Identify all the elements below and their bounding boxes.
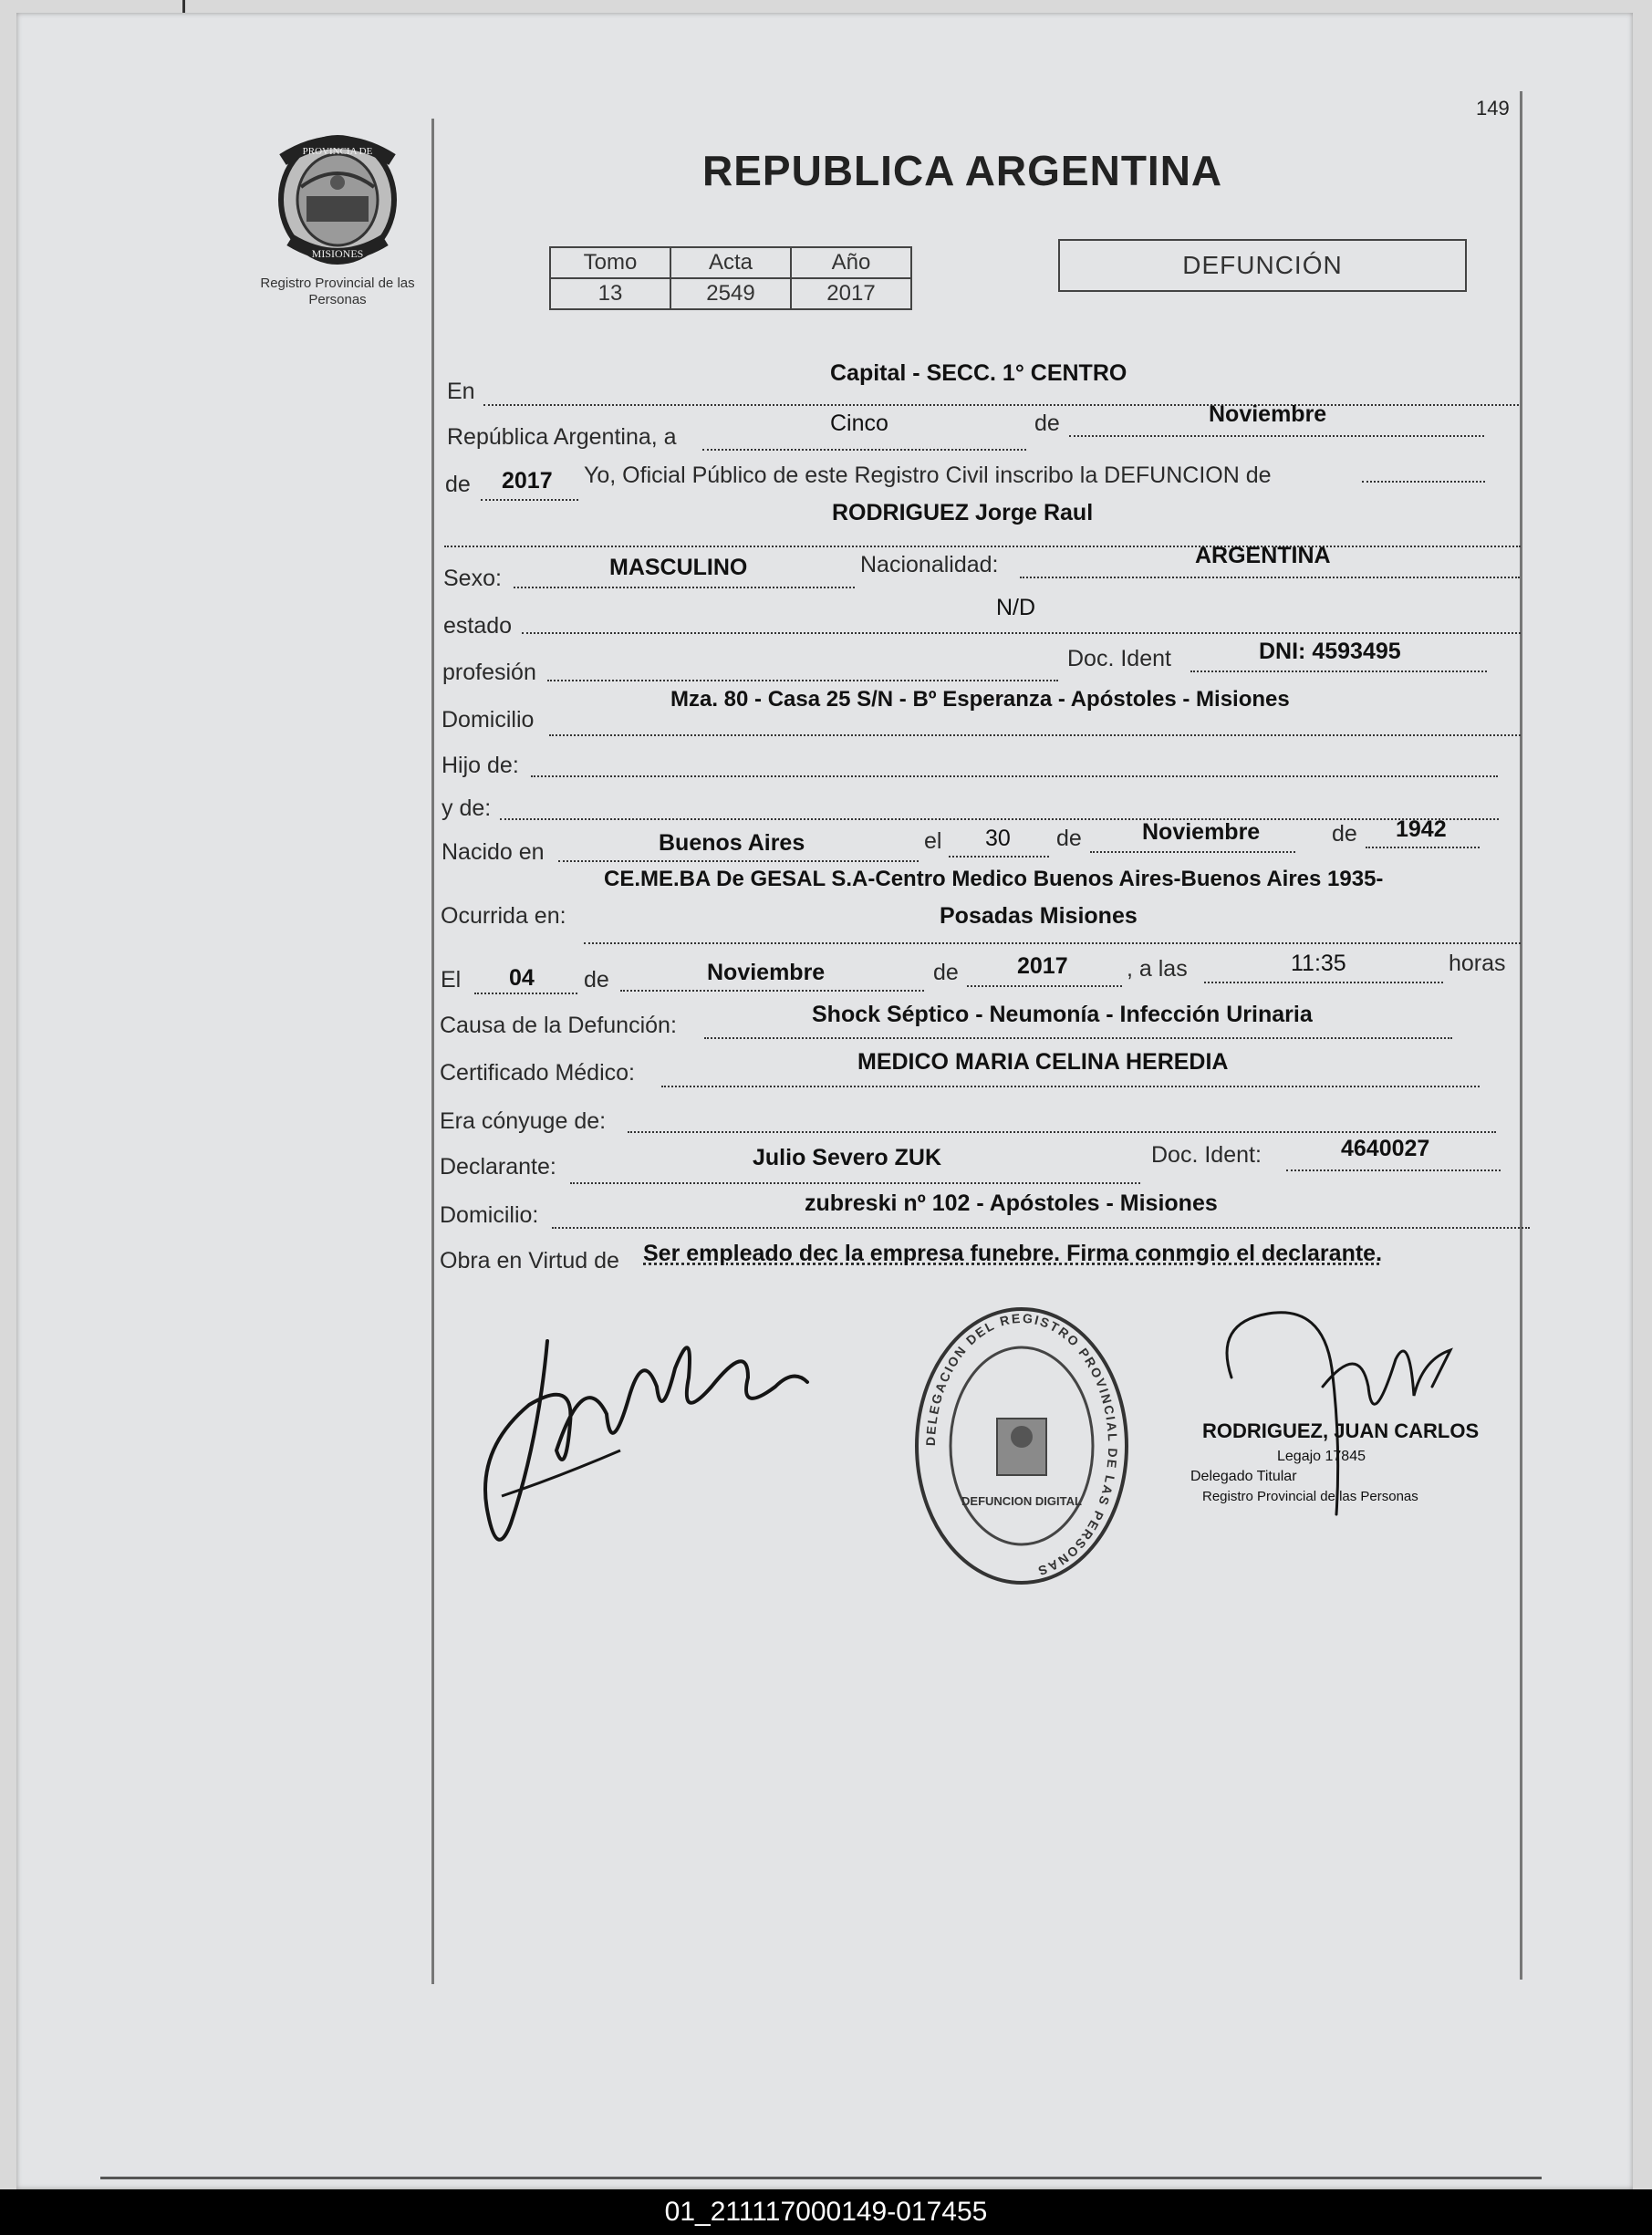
official-role: Delegado Titular [1190, 1469, 1297, 1484]
nacido-line [558, 860, 919, 862]
certificado-value: MEDICO MARIA CELINA HEREDIA [857, 1049, 1229, 1075]
doc2-label: Doc. Ident: [1151, 1142, 1262, 1168]
birth-year-line [1366, 847, 1480, 848]
en-label: En [447, 379, 475, 404]
day-line [702, 449, 1026, 451]
domicilio2-label: Domicilio: [440, 1202, 539, 1228]
birth-month: Noviembre [1142, 819, 1261, 845]
birth-year: 1942 [1396, 816, 1447, 842]
declarante-line [570, 1182, 1140, 1184]
doc-ident-line [1190, 670, 1487, 672]
sexo-value: MASCULINO [609, 555, 748, 580]
yo-line [1362, 481, 1485, 483]
sexo-line [514, 587, 855, 588]
de-label-1: de [1034, 411, 1060, 436]
document-page [16, 13, 1633, 2189]
estado-label: estado [443, 613, 513, 639]
de-label-4: de [1332, 821, 1357, 847]
de-label-3: de [1056, 826, 1082, 851]
record-table-header-row [550, 247, 911, 278]
death-month-line [620, 990, 924, 992]
day-value: Cinco [830, 411, 888, 436]
value-acta: 2549 [670, 278, 791, 309]
de-label-6: de [933, 960, 959, 985]
doc2-line [1286, 1169, 1501, 1171]
ocurrida-value-line1: CE.ME.BA De GESAL S.A-Centro Medico Buenos Aires-Buenos Aires 1935- [604, 867, 1384, 891]
certificado-line [661, 1086, 1480, 1087]
year-value: 2017 [502, 468, 553, 494]
deceased-name: RODRIGUEZ Jorge Raul [832, 500, 1094, 525]
nacido-value: Buenos Aires [659, 830, 805, 856]
death-day: 04 [509, 965, 535, 991]
obra-value: Ser empleado dec la empresa funebre. Firma conmgio el declarante. [643, 1241, 1383, 1266]
doc2-value: 4640027 [1341, 1136, 1430, 1161]
y-de-line [500, 818, 1499, 820]
header-acta: Acta [670, 247, 791, 278]
yo-text: Yo, Oficial Público de este Registro Civil inscribo la DEFUNCION de [584, 463, 1272, 488]
horas-label: horas [1449, 951, 1506, 976]
official-name: RODRIGUEZ, JUAN CARLOS [1202, 1419, 1480, 1442]
record-type-box: DEFUNCIÓN [1058, 239, 1467, 292]
nacionalidad-line [1020, 577, 1520, 578]
doc-ident-value: DNI: 4593495 [1259, 639, 1401, 664]
page-number: 149 [1476, 97, 1510, 120]
doc-ident-label: Doc. Ident [1067, 646, 1171, 671]
scan-filename: 01_211117000149-017455 [0, 2189, 1652, 2235]
nacido-label: Nacido en [442, 839, 545, 865]
official-office: Registro Provincial de las Personas [1202, 1489, 1418, 1504]
en-value: Capital - SECC. 1° CENTRO [830, 360, 1127, 386]
death-day-line [474, 993, 577, 994]
document-title: REPUBLICA ARGENTINA [702, 147, 1223, 194]
conyuge-label: Era cónyuge de: [440, 1108, 607, 1134]
month-value: Noviembre [1209, 401, 1327, 427]
nacionalidad-value: ARGENTINA [1195, 543, 1331, 568]
y-de-label: y de: [442, 795, 492, 821]
domicilio-line [549, 734, 1521, 736]
nacionalidad-label: Nacionalidad: [860, 552, 999, 577]
svg-text:PROVINCIA DE: PROVINCIA DE [302, 146, 373, 157]
de-label-5: de [584, 967, 609, 993]
domicilio2-line [552, 1227, 1530, 1229]
a-las-label: , a las [1127, 956, 1188, 982]
death-month: Noviembre [707, 960, 826, 985]
republica-label: República Argentina, a [447, 424, 677, 450]
declarante-label: Declarante: [440, 1154, 556, 1180]
death-time: 11:35 [1291, 951, 1346, 976]
declarant-signature [474, 1314, 821, 1569]
conyuge-line [628, 1131, 1496, 1133]
domicilio-label: Domicilio [442, 707, 535, 733]
time-line [1204, 982, 1443, 983]
svg-text:DEFUNCION DIGITAL: DEFUNCION DIGITAL [961, 1494, 1082, 1508]
province-emblem-icon [274, 132, 401, 265]
ocurrida-value-line2: Posadas Misiones [940, 903, 1138, 929]
domicilio2-value: zubreski nº 102 - Apóstoles - Misiones [805, 1190, 1218, 1216]
profesion-label: profesión [442, 660, 536, 685]
en-line [483, 404, 1519, 406]
official-legajo: Legajo 17845 [1277, 1449, 1366, 1464]
ocurrida-line [584, 942, 1521, 944]
estado-line [522, 632, 1521, 634]
right-margin-rule [1520, 91, 1522, 1980]
hijo-line [531, 775, 1498, 777]
declarante-value: Julio Severo ZUK [753, 1145, 941, 1170]
birth-day: 30 [985, 826, 1011, 851]
svg-text:DELEGACION DEL REGISTRO PROVIN: DELEGACION DEL REGISTRO PROVINCIAL DE LAS PERSONAS [922, 1310, 1121, 1579]
causa-line [704, 1037, 1452, 1039]
profesion-line [547, 680, 1058, 681]
domicilio-value: Mza. 80 - Casa 25 S/N - Bº Esperanza - Apóstoles - Misiones [670, 687, 1290, 712]
value-ano: 2017 [791, 278, 911, 309]
month-line [1069, 435, 1484, 437]
birth-month-line [1090, 851, 1295, 853]
official-seal-icon [908, 1300, 1136, 1592]
value-tomo: 13 [550, 278, 670, 309]
obra-label: Obra en Virtud de [440, 1248, 619, 1273]
sexo-label: Sexo: [443, 566, 502, 591]
death-year-line [967, 985, 1122, 987]
de-label-2: de [445, 472, 471, 497]
registry-label: Registro Provincial de las Personas [260, 275, 415, 307]
bottom-edge-line [100, 2177, 1542, 2179]
death-year: 2017 [1017, 953, 1068, 979]
record-table [549, 246, 912, 310]
record-table-value-row [550, 278, 911, 309]
header-ano: Año [791, 247, 911, 278]
causa-label: Causa de la Defunción: [440, 1013, 677, 1038]
causa-value: Shock Séptico - Neumonía - Infección Urinaria [812, 1002, 1313, 1027]
name-line [444, 546, 1521, 547]
el2-label: El [441, 967, 462, 993]
year-line [481, 499, 578, 501]
birth-day-line [949, 856, 1049, 858]
estado-value: N/D [996, 595, 1036, 620]
el-label: el [924, 828, 942, 854]
header-tomo: Tomo [550, 247, 670, 278]
certificado-label: Certificado Médico: [440, 1060, 635, 1086]
ocurrida-label: Ocurrida en: [441, 903, 566, 929]
left-margin-rule [431, 119, 434, 1984]
svg-text:MISIONES: MISIONES [311, 247, 364, 260]
hijo-label: Hijo de: [442, 753, 519, 778]
